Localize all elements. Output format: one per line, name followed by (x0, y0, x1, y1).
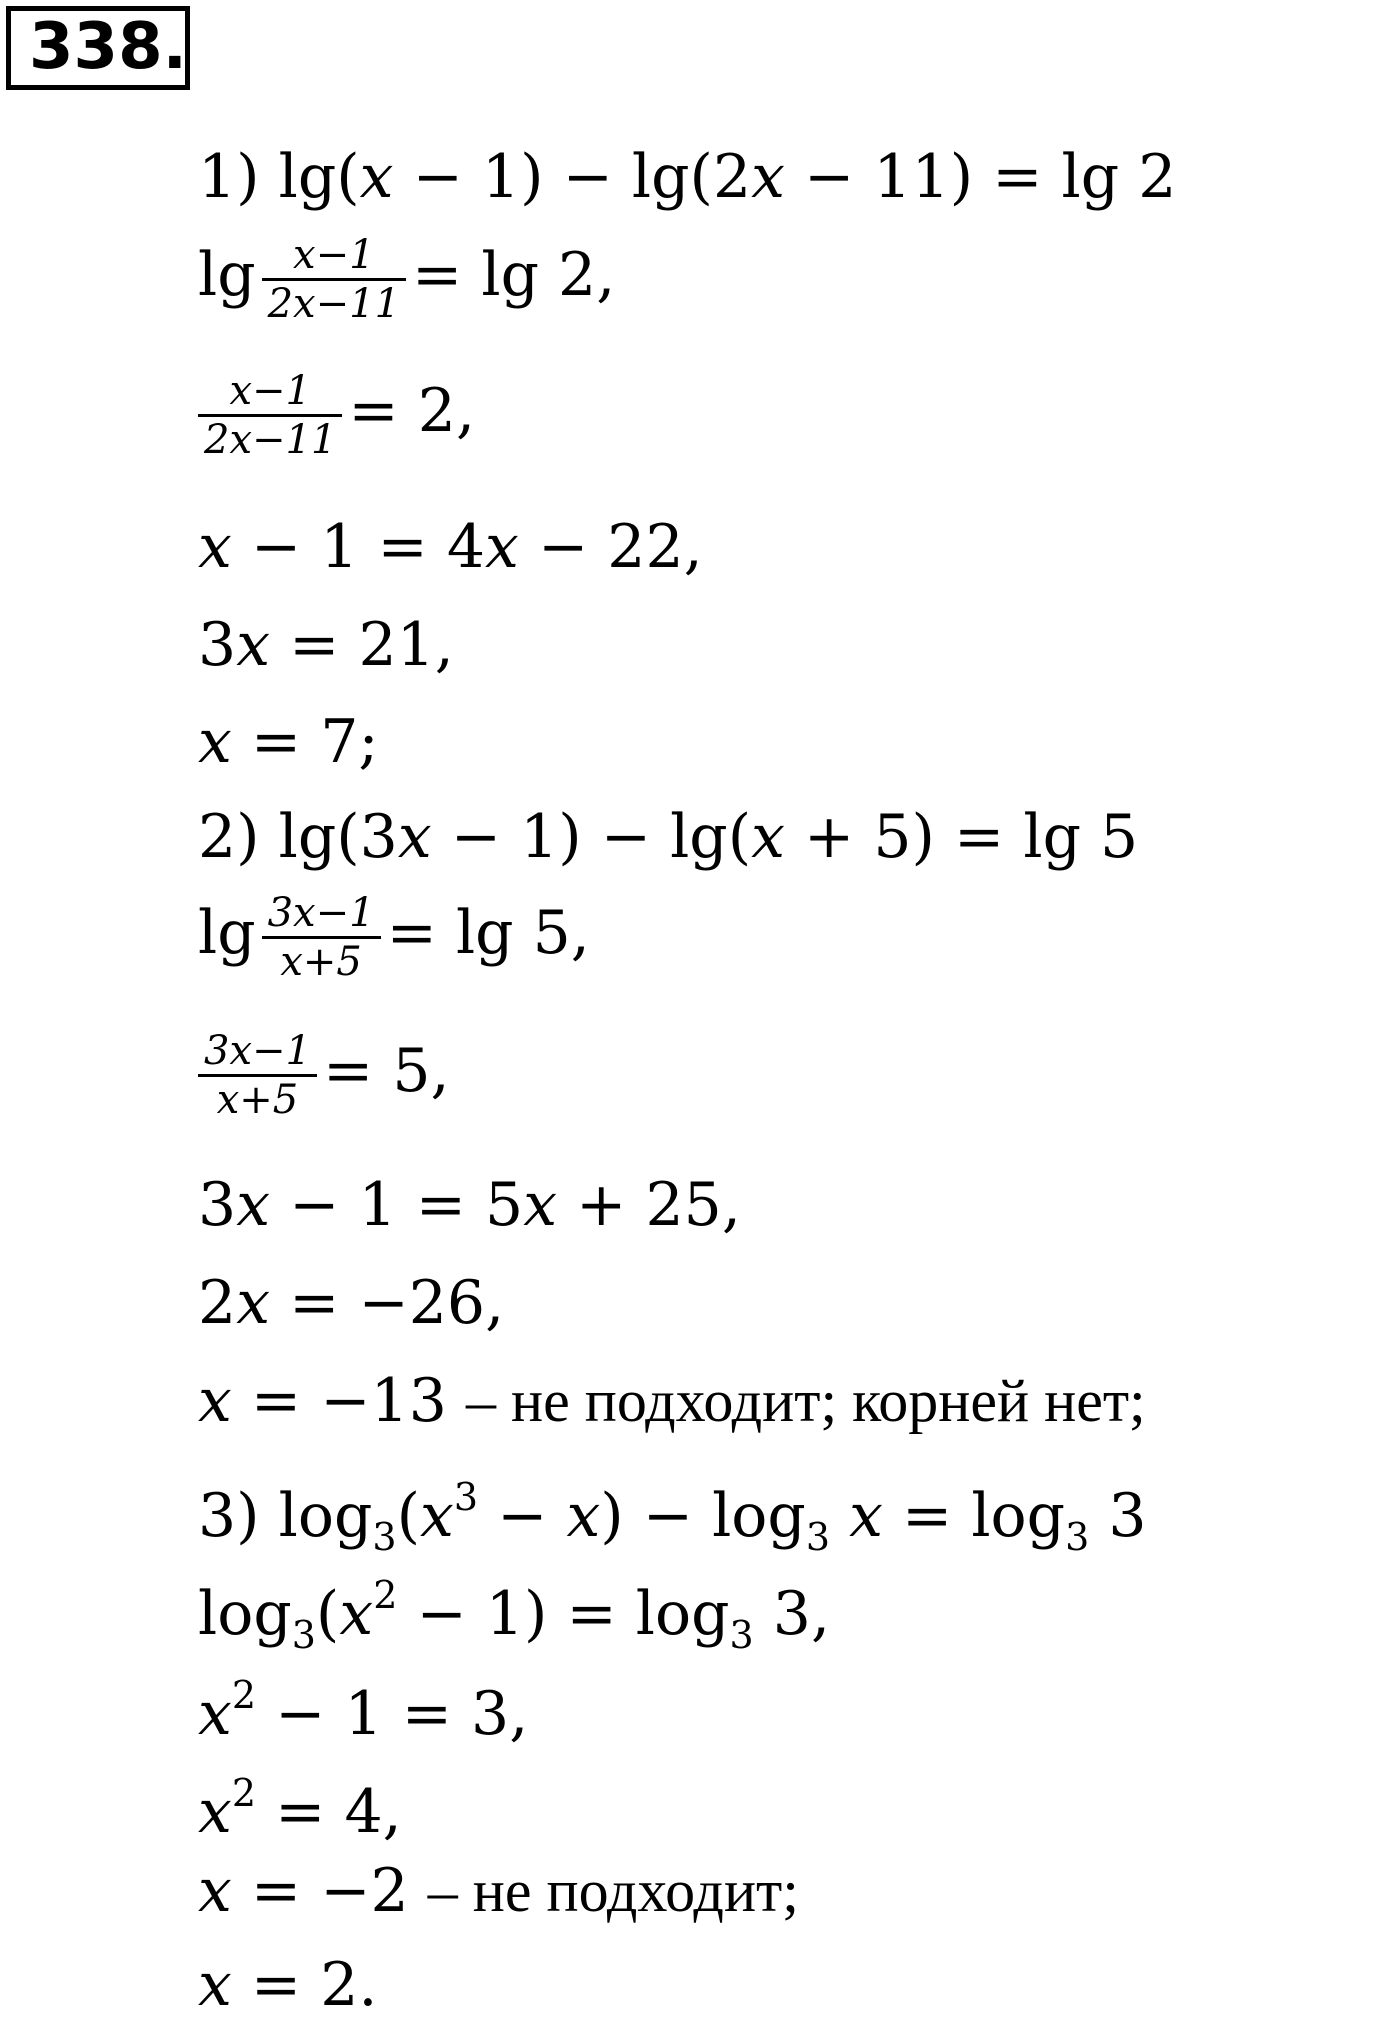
fraction (262, 232, 406, 327)
fraction (198, 1028, 317, 1123)
solution-line-3: $\frac{x-1}{2x-11}$ = 2, (198, 368, 475, 463)
solution-line-1: 1) lg(x − 1) − lg(2x − 11) = lg 2 (198, 142, 1177, 212)
solution-line-8: lg $\frac{3x-1}{x+5}$ = lg 5, (198, 890, 590, 985)
fraction-numerator: x−1 (229, 368, 311, 414)
remark-text: – не подходит; (427, 1858, 799, 1924)
solution-line-6: x = 7; (198, 707, 379, 777)
fraction-numerator: x−1 (293, 232, 375, 278)
solution-line-17: x = −2 – не подходит; (198, 1856, 799, 1926)
fraction (198, 368, 342, 463)
solution-line-7: 2) lg(3x − 1) − lg(x + 5) = lg 5 (198, 802, 1139, 872)
solution-line-16: $x^2 = 4$, (198, 1771, 402, 1847)
solution-line-9: $\frac{3x-1}{x+5}$ = 5, (198, 1028, 450, 1123)
solution-line-10: 3x − 1 = 5x + 25, (198, 1170, 741, 1240)
problem-number: 338. (6, 6, 190, 90)
fraction-denominator: x+5 (262, 936, 381, 985)
fraction-denominator: x+5 (198, 1074, 317, 1123)
solution-line-4: x − 1 = 4x − 22, (198, 512, 703, 582)
fraction-numerator: 3x−1 (267, 890, 375, 936)
fraction-numerator: 3x−1 (204, 1028, 311, 1074)
fraction (262, 890, 381, 985)
solution-line-5: 3x = 21, (198, 610, 454, 680)
solution-line-18: x = 2. (198, 1950, 378, 2020)
solution-line-12: x = −13 – не подходит; корней нет; (198, 1366, 1146, 1436)
fraction-denominator: 2x−11 (262, 278, 406, 327)
solution-line-15: $x^2 - 1 = 3$, (198, 1673, 529, 1749)
solution-line-2: lg $\frac{x-1}{2x-11}$ = lg 2, (198, 232, 616, 327)
solution-line-13: 3) $\log_3(x^3 - x) - \log_3 x = \log_3 3$ (198, 1475, 1147, 1559)
fraction-denominator: 2x−11 (198, 414, 342, 463)
solution-line-14: $\log_3(x^2 - 1) = \log_3 3$, (198, 1573, 831, 1657)
remark-text: – не подходит; корней нет; (465, 1368, 1146, 1434)
solution-line-11: 2x = −26, (198, 1268, 505, 1338)
